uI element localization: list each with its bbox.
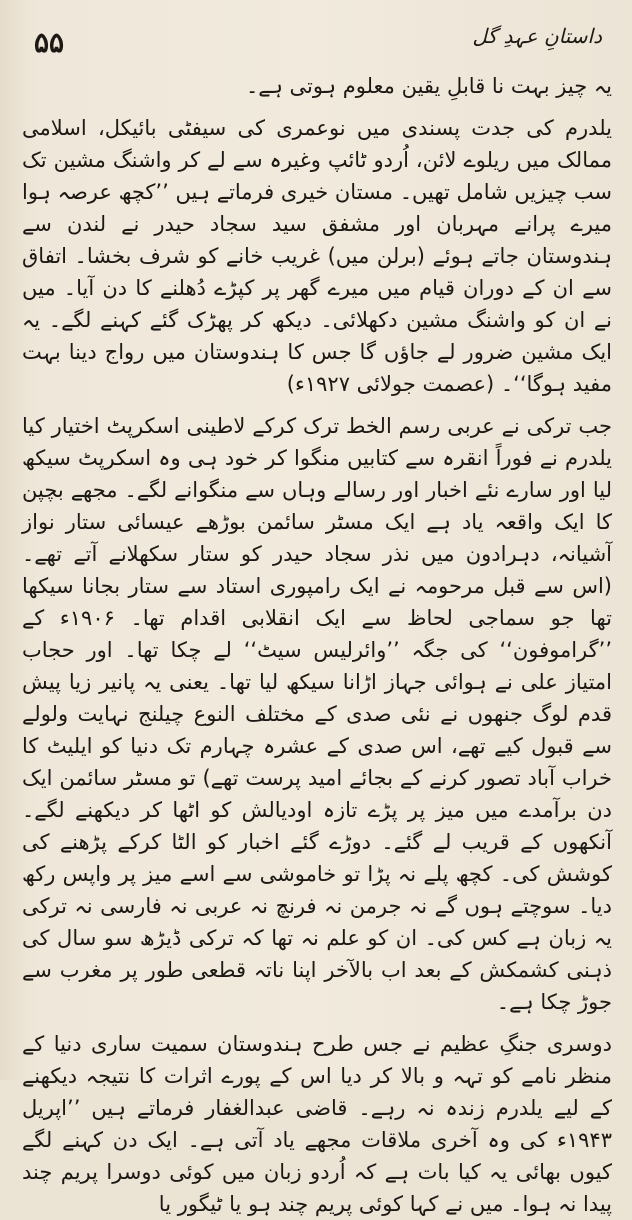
paragraph-1: یہ چیز بہت نا قابلِ یقین معلوم ہوتی ہے۔ [245, 74, 612, 98]
paragraph-2: یلدرم کی جدت پسندی میں نوعمری کی سیفٹی بائیکل، اسلامی ممالک میں ریلوے لائن، اُردو ٹائپ وغیرہ سے لے کر واشنگ مشین تک سب چیزیں شامل تھیں۔ مستان خیری فرماتے ہیں ’’کچھ عرصہ ہوا میرے پرانے مہربان اور مشفق سید سجاد حیدر نے لندن سے ہندوستان جاتے ہوئے (برلن میں) غریب خانے کو شرف بخشا۔ اتفاق سے ان کے دوران قیام میں میرے گھر پر کپڑے دُھلنے کا دن آیا۔ میں نے ان کو واشنگ مشین دکھلائی۔ دیکھ کر پھڑک گئے کہنے لگے۔ یہ ایک مشین ضرور لے جاؤں گا جس کا ہندوستان میں رواج دینا بہت مفید ہوگا‘‘۔ (عصمت جولائی ۱۹۲۷ء) [22, 116, 612, 396]
running-head: داستانِ عہدِ گل [472, 24, 602, 48]
page-header [26, 22, 606, 62]
paragraph-3: جب ترکی نے عربی رسم الخط ترک کرکے لاطینی اسکرپٹ اختیار کیا یلدرم نے فوراً انقرہ سے کتابیں منگوا کر خود ہی وہ اسکرپٹ سیکھ لیا اور سارے نئے اخبار اور رسالے وہاں سے منگوانے لگے۔ مجھے بچپن کا ایک واقعہ یاد ہے ایک مسٹر سائمن بوڑھے عیسائی ستار نواز آشیانہ، دہرادون میں نذر سجاد حیدر کو ستار سکھلانے آتے تھے۔ (اس سے قبل مرحومہ نے ایک رامپوری استاد سے ستار بجانا سیکھا تھا جو سماجی لحاظ سے ایک انقلابی اقدام تھا۔ ۱۹۰۶ء کے ’’گراموفون‘‘ کی جگہ ’’وائرلیس سیٹ‘‘ لے چکا تھا۔ اور حجاب امتیاز علی نے ہوائی جہاز اڑانا سیکھ لیا تھا۔ یعنی یہ پانیر زیا پیش قدم لوگ جنھوں نے نئی صدی کے مختلف النوع چیلنج نہایت ولولے سے قبول کیے تھے، اس صدی کے عشرہ چہارم تک دنیا کو ایلیٹ کا خراب آباد تصور کرنے کے بجائے امید پرست تھے) تو مسٹر سائمن ایک دن برآمدے میں میز پر پڑے تازہ اودیالش کو اٹھا کر دیکھنے لگے۔ آنکھوں کے قریب لے گئے۔ دوڑے گئے اخبار کو الٹا کرکے پڑھنے کی کوشش کی۔ کچھ پلے نہ پڑا تو خاموشی سے اسے میز پر واپس رکھ دیا۔ سوچتے ہوں گے نہ جرمن نہ فرنچ نہ عربی نہ فارسی نہ ترکی یہ زبان ہے کس کی۔ ان کو علم نہ تھا کہ ترکی ڈیڑھ سو سال کی ذہنی کشمکش کے بعد اب بالآخر اپنا ناتہ قطعی طور پر مغرب سے جوڑ چکا ہے۔ [22, 414, 612, 1014]
paragraph-4: دوسری جنگِ عظیم نے جس طرح ہندوستان سمیت ساری دنیا کے منظر نامے کو تہہ و بالا کر دیا اس کے پورے اثرات کا نتیجہ دیکھنے کے لیے یلدرم زندہ نہ رہے۔ قاضی عبدالغفار فرماتے ہیں ’’اپریل ۱۹۴۳ء کی وہ آخری ملاقات مجھے یاد آتی ہے۔ ایک دن کہنے لگے کیوں بھائی یہ کیا بات ہے کہ اُردو زبان میں کوئی دوسرا پریم چند پیدا نہ ہوا۔ میں نے کہا کوئی پریم چند ہو یا ٹیگور یا [22, 1032, 612, 1216]
body-text [22, 70, 612, 1216]
page-number: ۵۵ [34, 26, 65, 59]
